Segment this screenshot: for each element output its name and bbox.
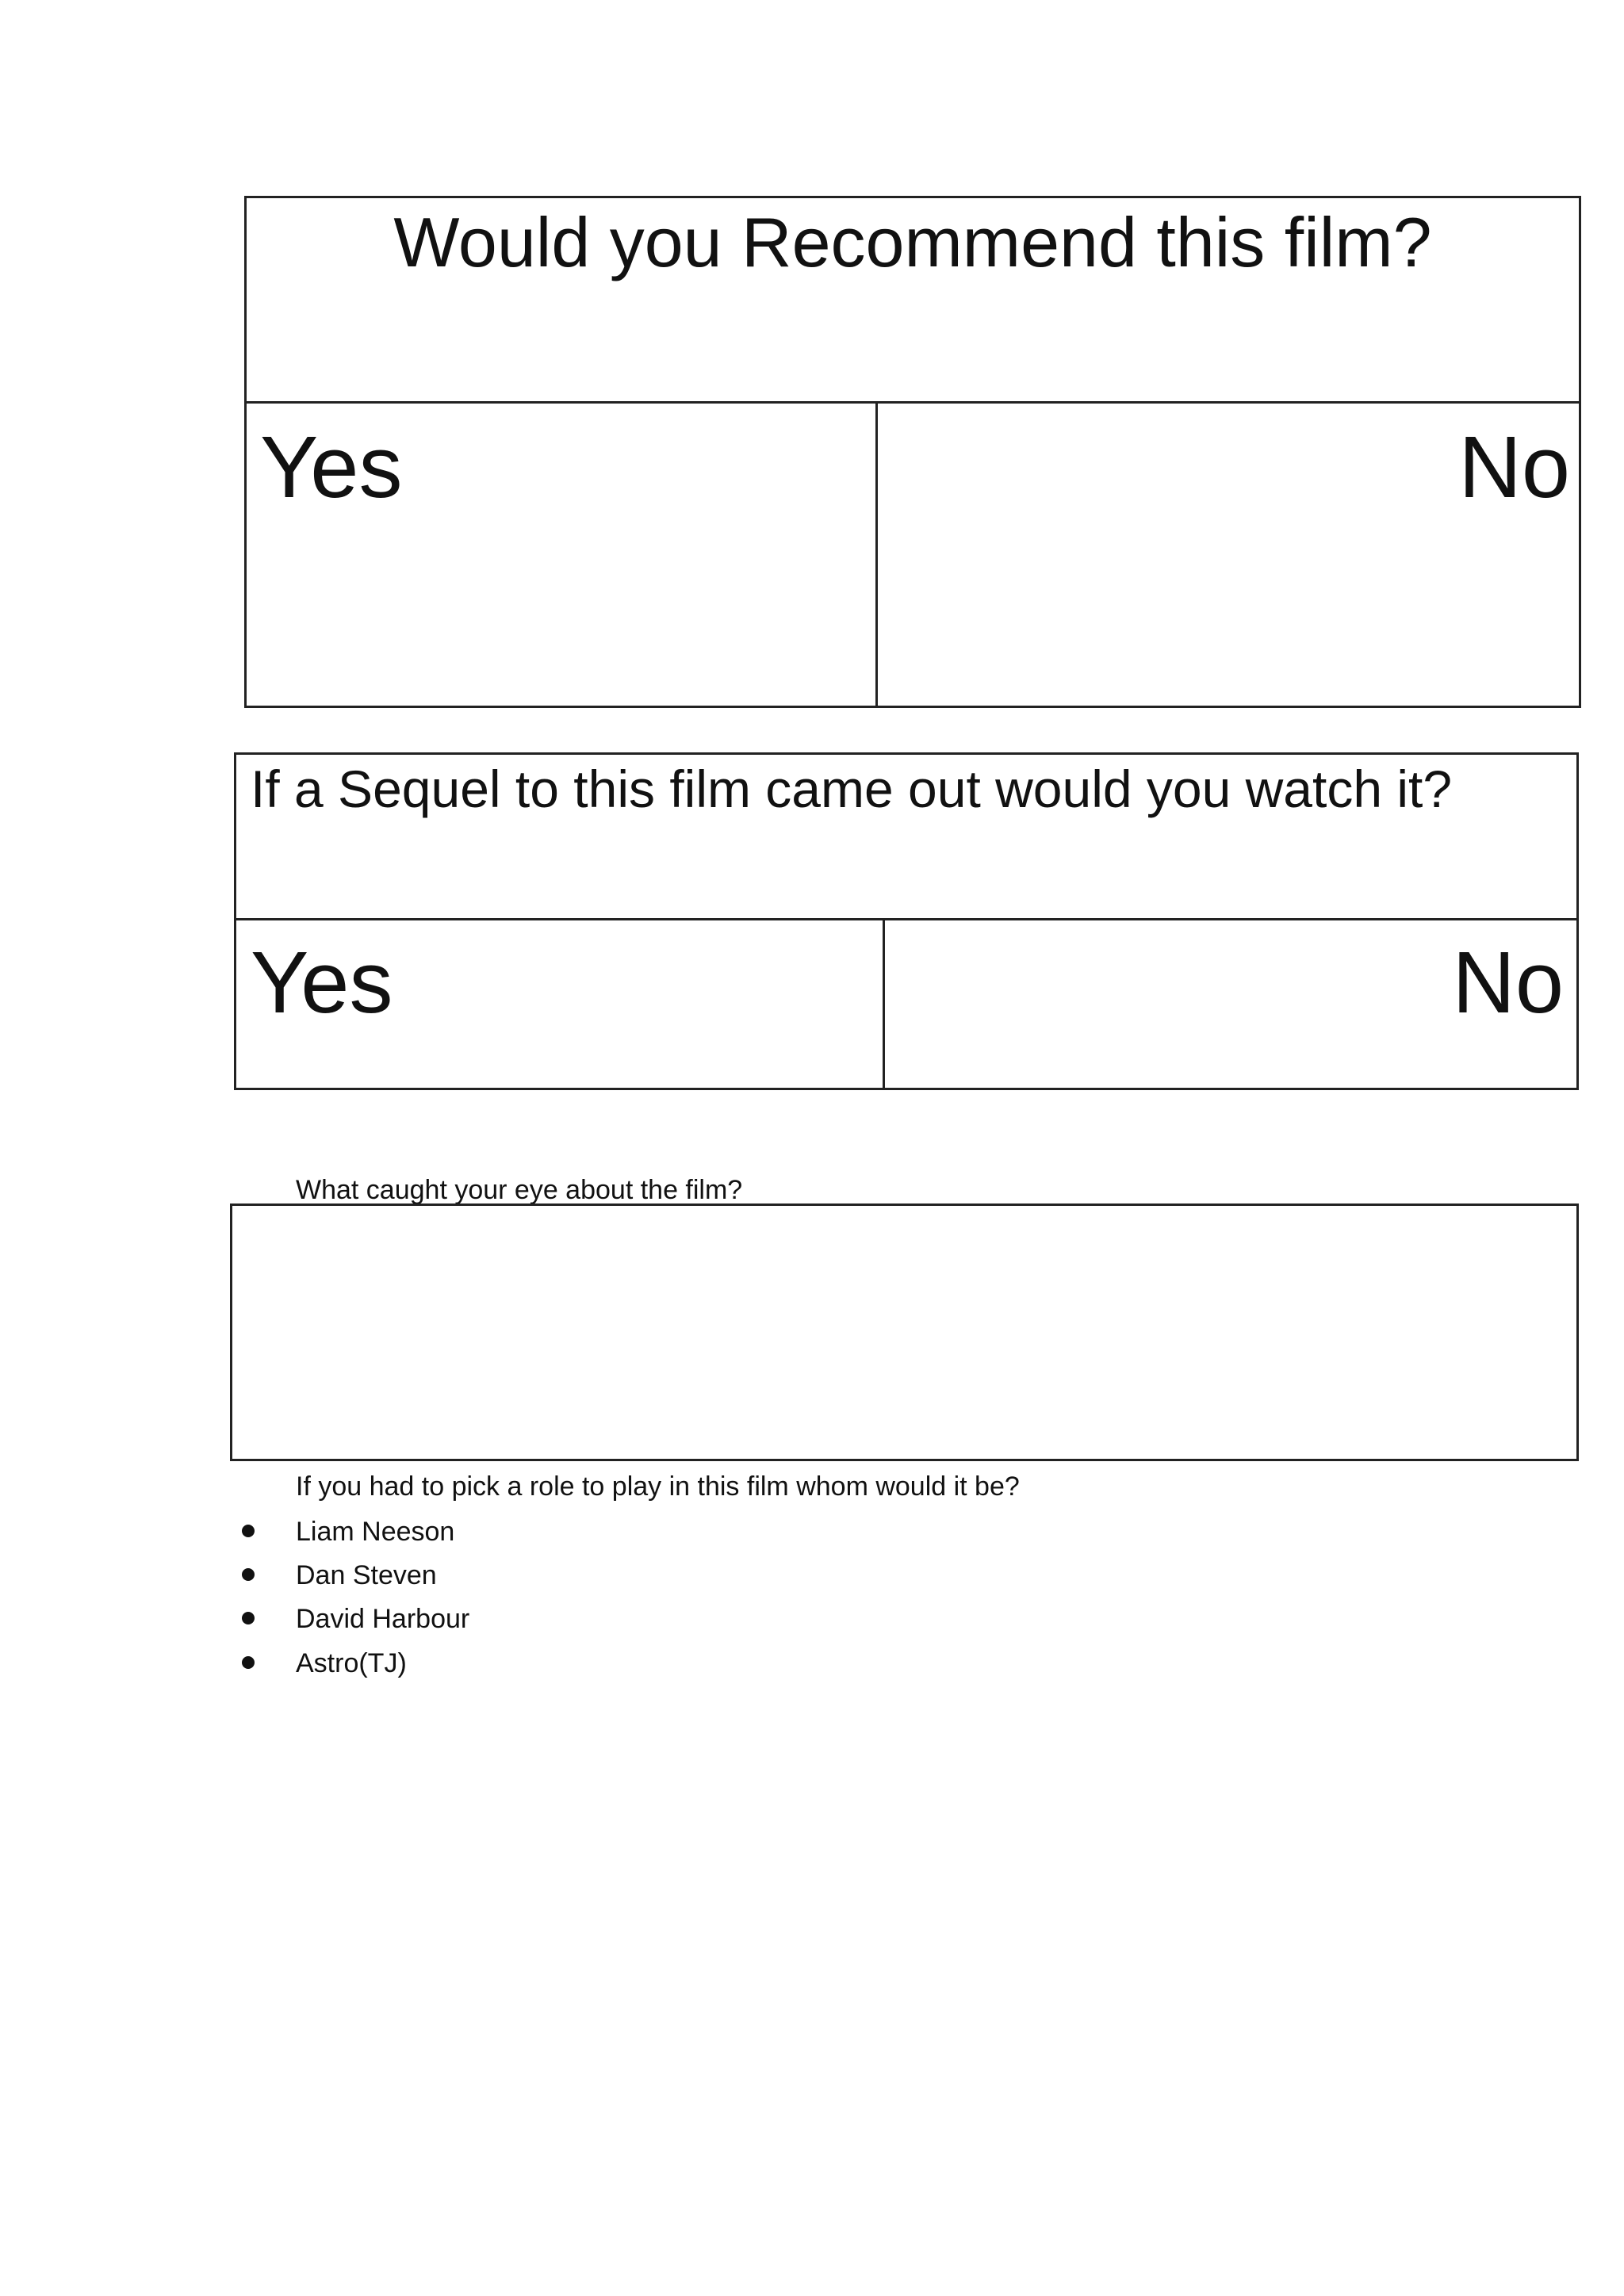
recommend-table-divider: [244, 401, 1581, 404]
role-option-label: Liam Neeson: [296, 1517, 455, 1547]
sequel-no-option[interactable]: No: [1452, 934, 1564, 1031]
role-option-item[interactable]: [242, 1605, 469, 1632]
bullet-icon: [242, 1656, 255, 1669]
sequel-yes-option[interactable]: Yes: [251, 934, 393, 1031]
role-option-label: Dan Steven: [296, 1560, 437, 1590]
role-option-item[interactable]: [242, 1562, 437, 1589]
sequel-question: If a Sequel to this film came out would you watch it?: [251, 760, 1453, 818]
caught-eye-answer-box[interactable]: [230, 1203, 1579, 1461]
role-option-item[interactable]: [242, 1518, 454, 1545]
sequel-table-divider: [234, 918, 1579, 920]
role-pick-question: If you had to pick a role to play in this film whom would it be?: [296, 1471, 1020, 1502]
bullet-icon: [242, 1525, 255, 1537]
caught-eye-question: What caught your eye about the film?: [296, 1175, 743, 1205]
recommend-no-option[interactable]: No: [1458, 419, 1570, 516]
recommend-question: Would you Recommend this film?: [393, 203, 1432, 281]
bullet-icon: [242, 1568, 255, 1581]
bullet-icon: [242, 1612, 255, 1624]
role-option-label: David Harbour: [296, 1604, 470, 1634]
role-option-item[interactable]: [242, 1650, 407, 1677]
sequel-table-column-divider: [883, 918, 885, 1090]
recommend-yes-option[interactable]: Yes: [260, 419, 403, 516]
role-option-label: Astro(TJ): [296, 1648, 407, 1678]
recommend-table-column-divider: [875, 401, 878, 708]
